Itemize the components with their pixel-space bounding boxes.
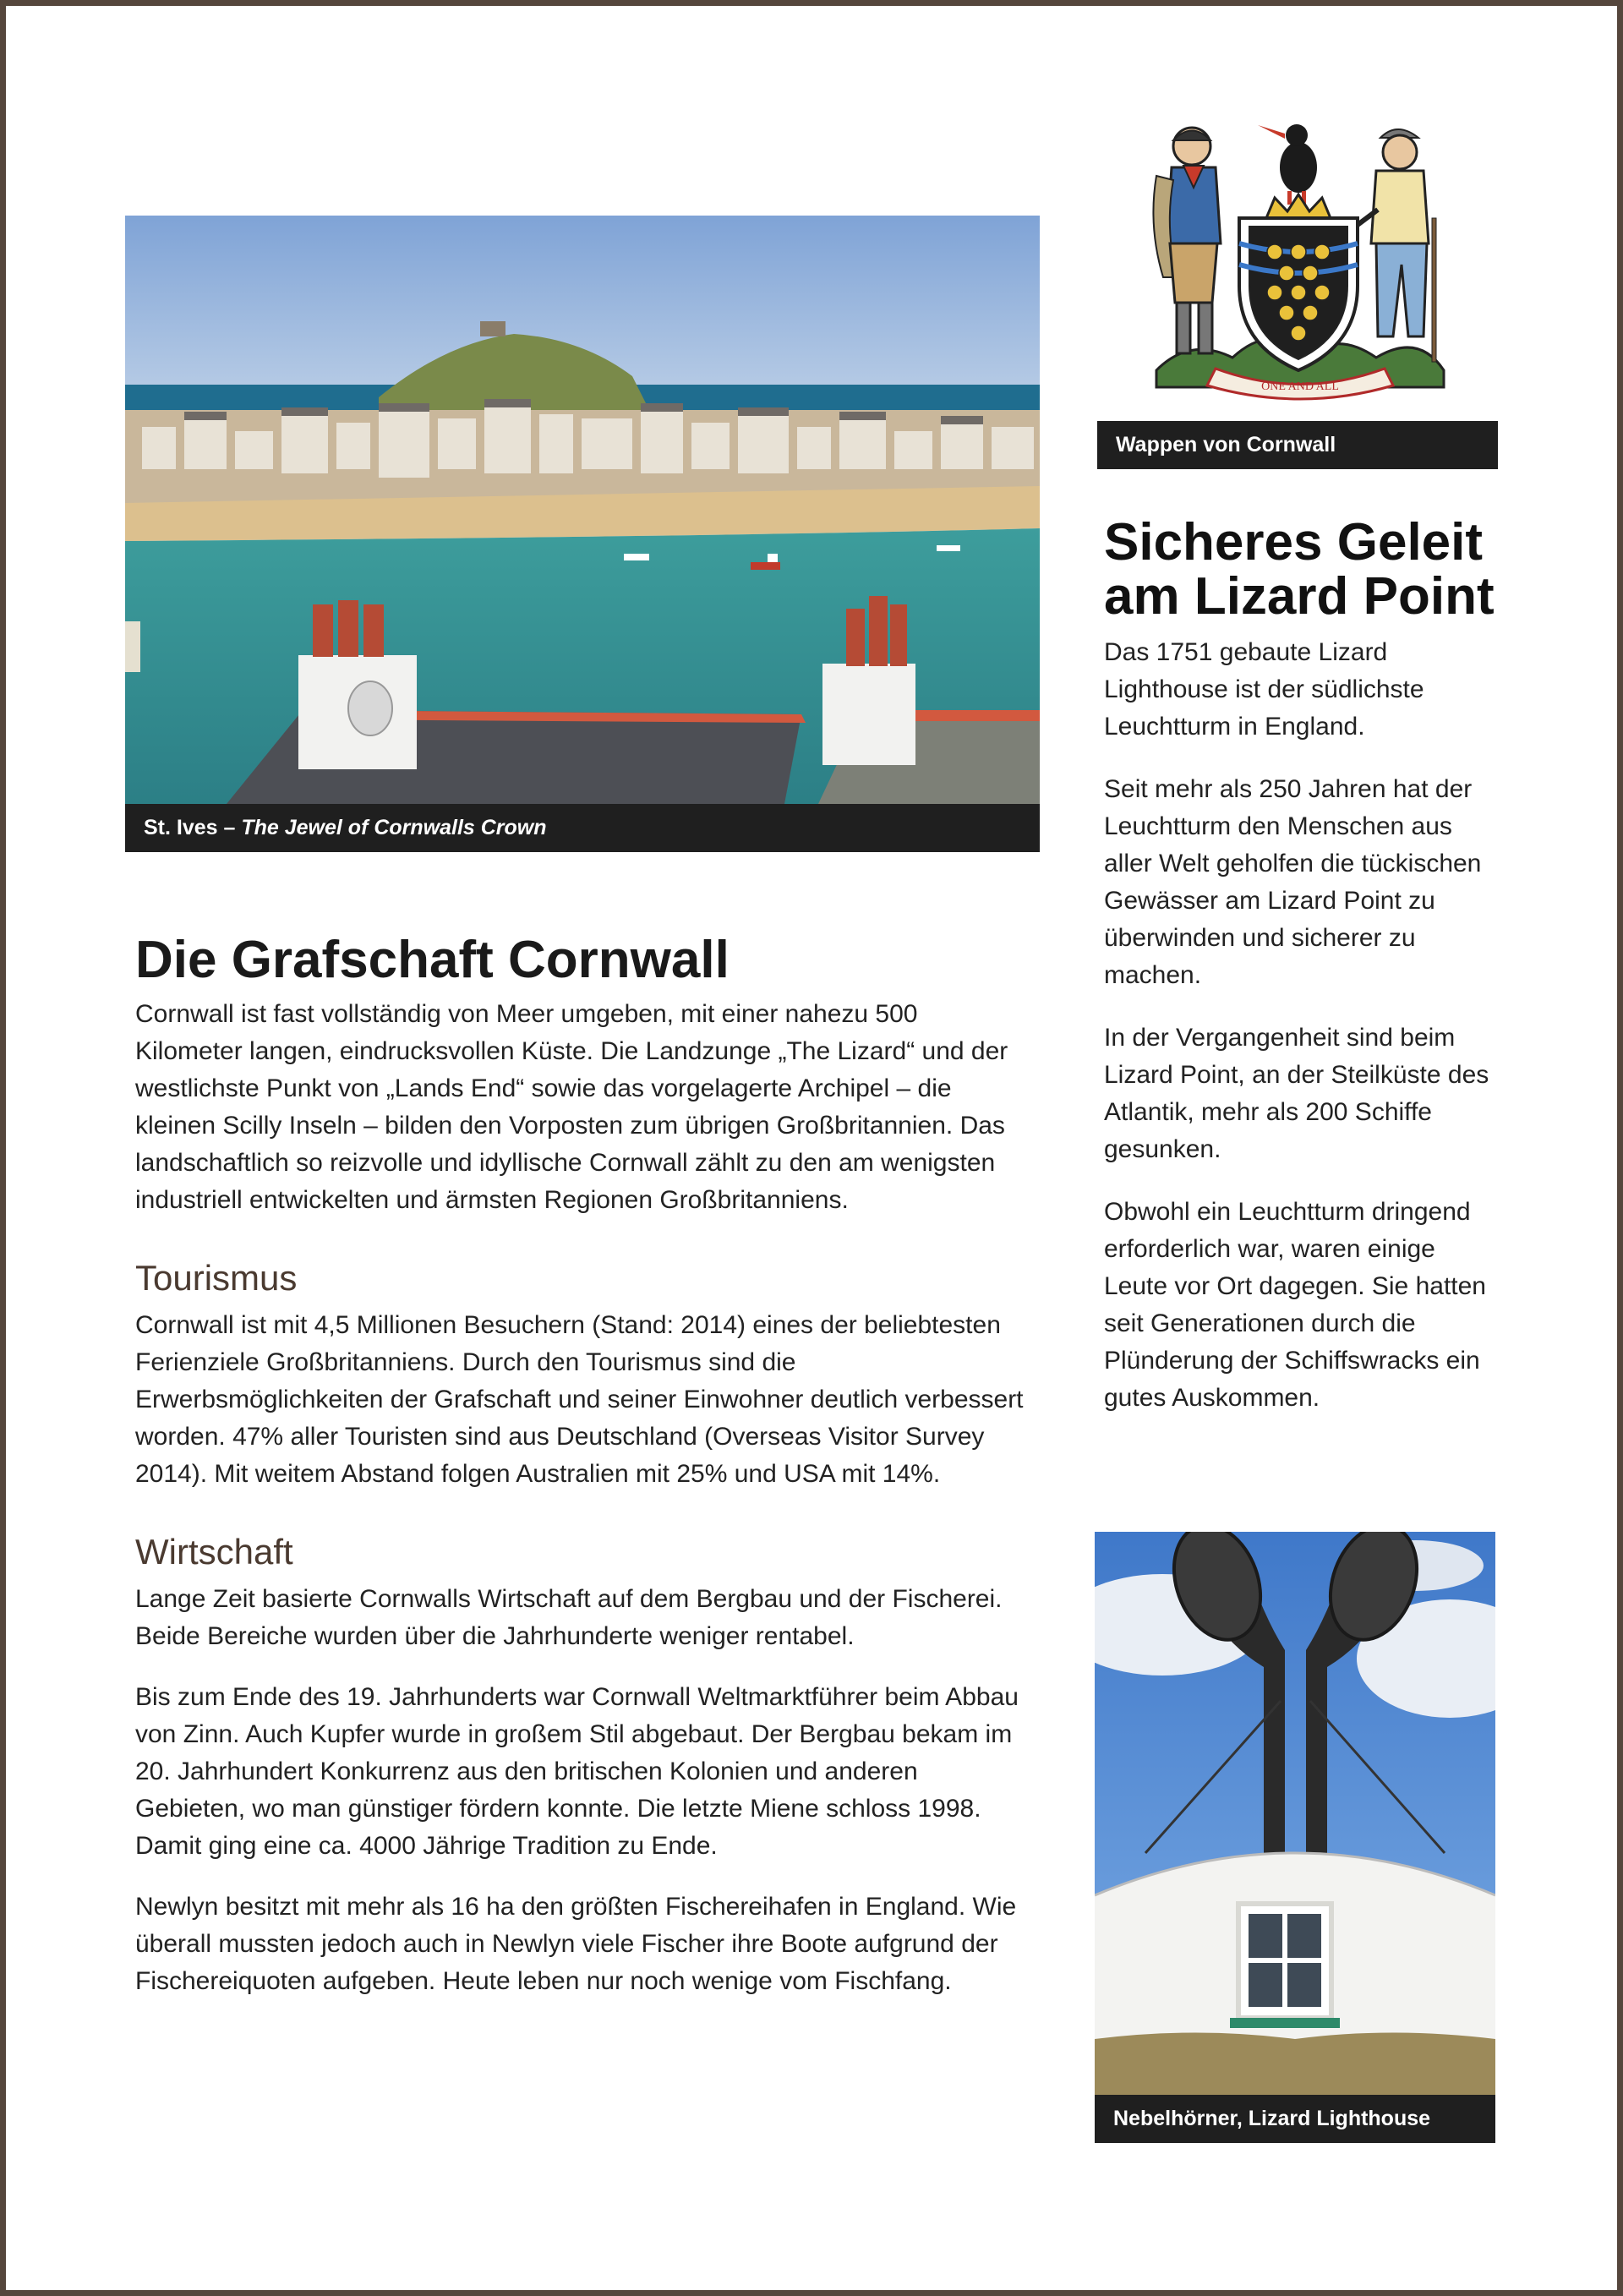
lighthouse-caption: Nebelhörner, Lizard Lighthouse (1095, 2095, 1495, 2143)
lizard-paragraph-3: In der Vergangenheit sind beim Lizard Point, an der Steilküste des Atlantik, mehr als 200 Schiffe gesunken. (1104, 1024, 1489, 1163)
economy-paragraph-2: Bis zum Ende des 19. Jahrhunderts war Cornwall Weltmarktführer beim Abbau von Zinn. Auch Kupfer wurde in großem Stil abgebaut. Der Bergbau bekam im 20. Jahrhundert Konkurrenz aus den britischen Kolonien und anderen Gebieten, wo man günstiger fördern konnte. Die letzte Miene schloss 1998. Damit ging eine ca. 4000 Jährige Tradition zu Ende. (135, 1683, 1019, 1860)
lizard-paragraph-2: Seit mehr als 250 Jahren hat der Leuchtturm den Menschen aus aller Welt geholfen die tückischen Gewässer am Lizard Point zu überwinden und sicherer zu machen. (1104, 775, 1482, 989)
coat-of-arms-caption: Wappen von Cornwall (1097, 421, 1498, 469)
tourism-heading: Tourismus (135, 1258, 298, 1298)
lizard-paragraph-4: Obwohl ein Leuchtturm dringend erforderlich war, waren einige Leute vor Ort dagegen. Sie hatten seit Generationen durch die Plünderung der Schiffswracks ein gutes Auskommen. (1104, 1198, 1486, 1412)
st-ives-photo (125, 216, 1040, 804)
economy-paragraph-3: Newlyn besitzt mit mehr als 16 ha den größten Fischereihafen in England. Wie überall mussten jedoch auch in Newlyn viele Fischer ihre Boote aufgrund der Fischereiquoten aufgeben. Heute leben nur noch wenige vom Fischfang. (135, 1893, 1017, 1995)
tourism-paragraph: Cornwall ist mit 4,5 Millionen Besuchern (Stand: 2014) eines der beliebtesten Ferienziele Großbritanniens. Durch den Tourismus sind die Erwerbsmöglichkeiten der Grafschaft und seiner Einwohner deutlich verbessert worden. 47% aller Touristen sind aus Deutschland (Overseas Visitor Survey 2014). Mit weitem Abstand folgen Australien mit 25% und USA mit 14%. (135, 1311, 1024, 1488)
coat-of-arms (1139, 117, 1457, 404)
caption-italic: The Jewel of Cornwalls Crown (241, 816, 547, 839)
page-title: Die Grafschaft Cornwall (135, 931, 730, 989)
st-ives-caption (125, 804, 1040, 852)
lizard-paragraph-1: Das 1751 gebaute Lizard Lighthouse ist der südlichste Leuchtturm in England. (1104, 638, 1424, 741)
left-article (135, 930, 1031, 2000)
economy-heading: Wirtschaft (135, 1532, 293, 1572)
lizard-title: Sicheres Geleit am Lizard Point (1104, 513, 1495, 626)
right-article (1104, 513, 1501, 1442)
lighthouse-photo (1095, 1532, 1495, 2095)
caption-prefix: St. Ives – (144, 816, 242, 839)
intro-paragraph: Cornwall ist fast vollständig von Meer umgeben, mit einer nahezu 500 Kilometer langen, eindrucksvollen Küste. Die Landzunge „The Lizard“ und der westlichste Punkt von „Lands End“ sowie das vorgelagerte Archipel – die kleinen Scilly Inseln – bilden den Vorposten zum übrigen Großbritannien. Das landschaftlich so reizvolle und idyllische Cornwall zählt zu den am wenigsten industriell entwickelten und ärmsten Regionen Großbritanniens. (135, 1000, 1008, 1214)
economy-paragraph-1: Lange Zeit basierte Cornwalls Wirtschaft auf dem Bergbau und der Fischerei. Beide Bereiche wurden über die Jahrhunderte weniger rentabel. (135, 1585, 1003, 1650)
motto-text: ONE AND ALL (1261, 380, 1339, 393)
